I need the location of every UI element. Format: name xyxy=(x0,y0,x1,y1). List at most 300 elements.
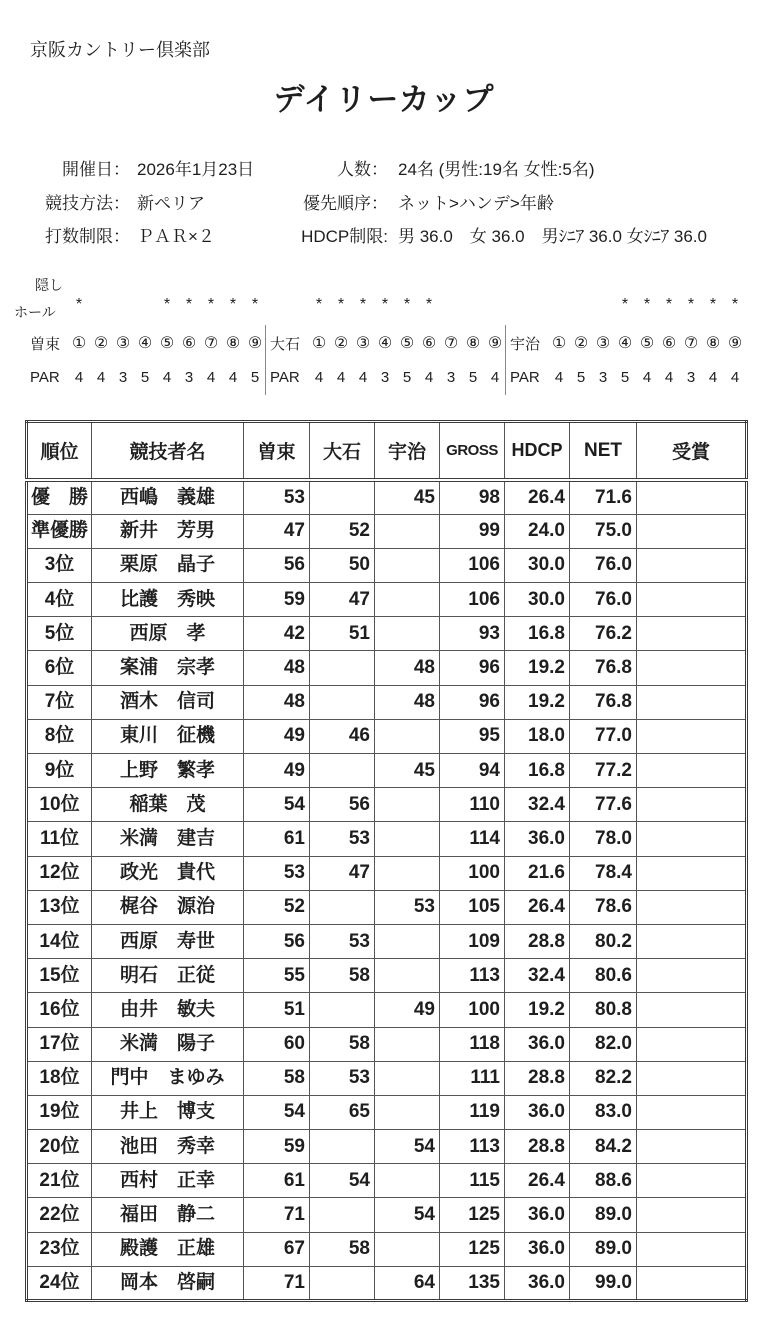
result-row xyxy=(27,548,747,582)
award-cell xyxy=(637,1095,747,1129)
course2-score-cell: 58 xyxy=(310,959,375,993)
course3-score-cell: 53 xyxy=(375,890,440,924)
rank-header: 順位 xyxy=(27,422,92,481)
player-name-cell: 西嶋 義雄 xyxy=(92,480,244,514)
course3-score-cell: 48 xyxy=(375,651,440,685)
rank-cell: 9位 xyxy=(27,754,92,788)
course2-score-cell xyxy=(310,1198,375,1232)
result-row xyxy=(27,924,747,958)
hole-number: ⑥ xyxy=(421,335,437,352)
award-cell xyxy=(637,822,747,856)
net-cell: 76.0 xyxy=(570,583,637,617)
course1-header: 曽束 xyxy=(244,422,310,481)
course2-score-cell xyxy=(310,890,375,924)
course2-score-cell xyxy=(310,685,375,719)
result-row xyxy=(27,1232,747,1266)
gross-cell: 118 xyxy=(440,1027,505,1061)
par-value: 4 xyxy=(96,368,106,386)
net-cell: 99.0 xyxy=(570,1266,637,1300)
gross-header: GROSS xyxy=(440,422,505,481)
rank-cell: 準優勝 xyxy=(27,514,92,548)
hidden-hole-mark: * xyxy=(403,296,411,313)
club-name: 京阪カントリー倶楽部 xyxy=(30,40,210,60)
rank-cell: 3位 xyxy=(27,548,92,582)
hole-number-row xyxy=(508,332,746,354)
award-header: 受賞 xyxy=(637,422,747,481)
award-cell xyxy=(637,1027,747,1061)
gross-cell: 100 xyxy=(440,856,505,890)
course2-score-cell: 53 xyxy=(310,924,375,958)
gross-cell: 119 xyxy=(440,1095,505,1129)
award-cell xyxy=(637,685,747,719)
hole-number: ④ xyxy=(377,335,393,352)
net-cell: 76.8 xyxy=(570,651,637,685)
gross-cell: 125 xyxy=(440,1198,505,1232)
stroke-limit: ＰＡＲ×２ xyxy=(137,227,215,246)
course1-score-cell: 61 xyxy=(244,822,310,856)
course3-score-cell xyxy=(375,719,440,753)
course3-score-cell xyxy=(375,583,440,617)
par-value: 4 xyxy=(162,368,172,386)
course2-score-cell: 56 xyxy=(310,788,375,822)
hidden-hole-row xyxy=(508,296,746,314)
award-cell xyxy=(637,754,747,788)
course3-score-cell: 45 xyxy=(375,480,440,514)
course2-score-cell xyxy=(310,480,375,514)
player-name-cell: 酒木 信司 xyxy=(92,685,244,719)
player-count-label: 人数： xyxy=(337,160,388,179)
gross-cell: 125 xyxy=(440,1232,505,1266)
net-cell: 75.0 xyxy=(570,514,637,548)
hole-number: ⑦ xyxy=(443,335,459,352)
award-cell xyxy=(637,1061,747,1095)
course1-score-cell: 48 xyxy=(244,685,310,719)
gross-cell: 106 xyxy=(440,548,505,582)
gross-cell: 106 xyxy=(440,583,505,617)
hidden-hole-mark: * xyxy=(251,296,259,313)
course1-score-cell: 61 xyxy=(244,1164,310,1198)
rank-cell: 10位 xyxy=(27,788,92,822)
course3-score-cell xyxy=(375,822,440,856)
award-cell xyxy=(637,480,747,514)
hidden-hole-mark: * xyxy=(731,296,739,313)
gross-cell: 114 xyxy=(440,822,505,856)
rank-cell: 11位 xyxy=(27,822,92,856)
player-name-cell: 殿護 正雄 xyxy=(92,1232,244,1266)
rank-cell: 20位 xyxy=(27,1130,92,1164)
hidden-hole-mark: * xyxy=(359,296,367,313)
result-row xyxy=(27,719,747,753)
par-value: 4 xyxy=(358,368,368,386)
par-value: 5 xyxy=(620,368,630,386)
result-row xyxy=(27,617,747,651)
rank-cell: 7位 xyxy=(27,685,92,719)
rank-cell: 4位 xyxy=(27,583,92,617)
competition-method: 新ペリア xyxy=(137,194,205,213)
player-name-cell: 岡本 啓嗣 xyxy=(92,1266,244,1300)
course3-score-cell xyxy=(375,924,440,958)
course1-score-cell: 49 xyxy=(244,719,310,753)
rank-cell: 15位 xyxy=(27,959,92,993)
hdcp-cell: 36.0 xyxy=(505,1232,570,1266)
net-cell: 88.6 xyxy=(570,1164,637,1198)
result-row xyxy=(27,1130,747,1164)
course3-score-cell xyxy=(375,1232,440,1266)
hole-number: ⑨ xyxy=(247,335,263,352)
hdcp-cell: 28.8 xyxy=(505,1061,570,1095)
rank-cell: 23位 xyxy=(27,1232,92,1266)
course2-score-cell: 50 xyxy=(310,548,375,582)
player-name-cell: 政光 貴代 xyxy=(92,856,244,890)
net-cell: 78.0 xyxy=(570,822,637,856)
net-cell: 80.6 xyxy=(570,959,637,993)
result-row xyxy=(27,685,747,719)
player-count: 24名 (男性:19名 女性:5名) xyxy=(398,160,595,179)
hole-number: ⑧ xyxy=(705,335,721,352)
hidden-hole-mark: * xyxy=(687,296,695,313)
par-value: 4 xyxy=(554,368,564,386)
course2-score-cell xyxy=(310,1266,375,1300)
award-cell xyxy=(637,583,747,617)
rank-cell: 6位 xyxy=(27,651,92,685)
hdcp-cell: 16.8 xyxy=(505,617,570,651)
net-cell: 76.8 xyxy=(570,685,637,719)
par-row xyxy=(268,366,506,388)
hdcp-cell: 24.0 xyxy=(505,514,570,548)
course-name: 大石 xyxy=(270,335,301,353)
hole-number: ⑥ xyxy=(661,335,677,352)
hidden-hole-mark: * xyxy=(163,296,171,313)
course1-score-cell: 53 xyxy=(244,480,310,514)
course1-score-cell: 47 xyxy=(244,514,310,548)
net-cell: 76.2 xyxy=(570,617,637,651)
hole-number: ② xyxy=(333,335,349,352)
course2-score-cell xyxy=(310,651,375,685)
hidden-hole-mark: * xyxy=(643,296,651,313)
player-name-cell: 米満 陽子 xyxy=(92,1027,244,1061)
course1-score-cell: 58 xyxy=(244,1061,310,1095)
course2-score-cell: 53 xyxy=(310,822,375,856)
par-value: 4 xyxy=(642,368,652,386)
player-name-cell: 稲葉 茂 xyxy=(92,788,244,822)
hole-number: ⑧ xyxy=(465,335,481,352)
hole-number: ⑧ xyxy=(225,335,241,352)
results-header-row xyxy=(27,422,747,481)
par-value: 3 xyxy=(686,368,696,386)
gross-cell: 93 xyxy=(440,617,505,651)
course3-score-cell xyxy=(375,514,440,548)
course1-score-cell: 71 xyxy=(244,1198,310,1232)
course3-score-cell xyxy=(375,1027,440,1061)
hidden-hole-mark: * xyxy=(665,296,673,313)
stroke-limit-label: 打数制限： xyxy=(45,227,130,246)
award-cell xyxy=(637,1232,747,1266)
par-value: 5 xyxy=(140,368,150,386)
hdcp-cell: 36.0 xyxy=(505,1095,570,1129)
par-value: 5 xyxy=(576,368,586,386)
net-cell: 71.6 xyxy=(570,480,637,514)
course3-score-cell: 45 xyxy=(375,754,440,788)
net-cell: 78.4 xyxy=(570,856,637,890)
course3-score-cell xyxy=(375,788,440,822)
gross-cell: 100 xyxy=(440,993,505,1027)
gross-cell: 113 xyxy=(440,959,505,993)
result-row xyxy=(27,788,747,822)
award-cell xyxy=(637,1164,747,1198)
result-row xyxy=(27,583,747,617)
player-name-cell: 西原 寿世 xyxy=(92,924,244,958)
hdcp-cell: 26.4 xyxy=(505,1164,570,1198)
award-cell xyxy=(637,788,747,822)
award-cell xyxy=(637,890,747,924)
net-cell: 83.0 xyxy=(570,1095,637,1129)
player-name-cell: 比護 秀映 xyxy=(92,583,244,617)
par-value: 4 xyxy=(228,368,238,386)
hole-number: ② xyxy=(93,335,109,352)
course2-score-cell: 46 xyxy=(310,719,375,753)
gross-cell: 135 xyxy=(440,1266,505,1300)
course1-score-cell: 49 xyxy=(244,754,310,788)
rank-cell: 18位 xyxy=(27,1061,92,1095)
course2-score-cell: 47 xyxy=(310,856,375,890)
player-name-cell: 門中 まゆみ xyxy=(92,1061,244,1095)
award-cell xyxy=(637,514,747,548)
net-cell: 78.6 xyxy=(570,890,637,924)
hole-number: ⑨ xyxy=(727,335,743,352)
hole-number: ① xyxy=(551,335,567,352)
hidden-hole-row xyxy=(28,296,266,314)
gross-cell: 99 xyxy=(440,514,505,548)
result-row xyxy=(27,1266,747,1300)
rank-cell: 5位 xyxy=(27,617,92,651)
course3-header: 宇治 xyxy=(375,422,440,481)
result-row xyxy=(27,480,747,514)
hidden-hole-mark: * xyxy=(229,296,237,313)
net-cell: 89.0 xyxy=(570,1198,637,1232)
net-cell: 80.8 xyxy=(570,993,637,1027)
award-cell xyxy=(637,993,747,1027)
course2-score-cell xyxy=(310,1130,375,1164)
par-value: 4 xyxy=(206,368,216,386)
net-cell: 82.2 xyxy=(570,1061,637,1095)
hole-number: ① xyxy=(311,335,327,352)
gross-cell: 95 xyxy=(440,719,505,753)
hdcp-cell: 26.4 xyxy=(505,890,570,924)
par-value: 4 xyxy=(490,368,500,386)
course2-score-cell: 54 xyxy=(310,1164,375,1198)
hole-number: ⑦ xyxy=(203,335,219,352)
player-name-header: 競技者名 xyxy=(92,422,244,481)
player-name-cell: 明石 正従 xyxy=(92,959,244,993)
gross-cell: 111 xyxy=(440,1061,505,1095)
rank-cell: 24位 xyxy=(27,1266,92,1300)
hole-number-row xyxy=(28,332,266,354)
hole-number: ⑤ xyxy=(159,335,175,352)
hole-number: ⑦ xyxy=(683,335,699,352)
net-cell: 84.2 xyxy=(570,1130,637,1164)
course2-score-cell xyxy=(310,754,375,788)
par-label: PAR xyxy=(270,368,300,386)
course3-score-cell: 54 xyxy=(375,1130,440,1164)
hdcp-cell: 16.8 xyxy=(505,754,570,788)
course1-score-cell: 71 xyxy=(244,1266,310,1300)
course3-score-cell xyxy=(375,617,440,651)
course2-header: 大石 xyxy=(310,422,375,481)
hidden-hole-mark: * xyxy=(315,296,323,313)
hidden-hole-mark: * xyxy=(425,296,433,313)
course2-score-cell: 58 xyxy=(310,1027,375,1061)
player-name-cell: 栗原 晶子 xyxy=(92,548,244,582)
net-cell: 89.0 xyxy=(570,1232,637,1266)
course-name: 曽束 xyxy=(30,335,61,353)
course1-score-cell: 56 xyxy=(244,924,310,958)
date-label: 開催日： xyxy=(62,160,130,179)
par-value: 4 xyxy=(708,368,718,386)
result-row xyxy=(27,993,747,1027)
hdcp-cell: 36.0 xyxy=(505,822,570,856)
gross-cell: 96 xyxy=(440,651,505,685)
course-block xyxy=(28,296,268,391)
par-value: 4 xyxy=(664,368,674,386)
player-name-cell: 井上 博支 xyxy=(92,1095,244,1129)
page-title: デイリーカップ xyxy=(273,82,495,117)
hole-number: ⑤ xyxy=(399,335,415,352)
par-value: 4 xyxy=(424,368,434,386)
result-row xyxy=(27,890,747,924)
hdcp-cell: 18.0 xyxy=(505,719,570,753)
player-name-cell: 由井 敏夫 xyxy=(92,993,244,1027)
hole-number: ⑤ xyxy=(639,335,655,352)
hole-number: ② xyxy=(573,335,589,352)
hdcp-cell: 21.6 xyxy=(505,856,570,890)
hidden-hole-mark: * xyxy=(621,296,629,313)
award-cell xyxy=(637,1198,747,1232)
course1-score-cell: 52 xyxy=(244,890,310,924)
rank-cell: 19位 xyxy=(27,1095,92,1129)
hdcp-cell: 36.0 xyxy=(505,1198,570,1232)
course2-score-cell xyxy=(310,993,375,1027)
player-name-cell: 福田 静二 xyxy=(92,1198,244,1232)
result-row xyxy=(27,822,747,856)
rank-cell: 16位 xyxy=(27,993,92,1027)
par-label: PAR xyxy=(510,368,540,386)
hidden-hole-mark: * xyxy=(337,296,345,313)
player-name-cell: 米満 建吉 xyxy=(92,822,244,856)
hidden-hole-mark: * xyxy=(207,296,215,313)
hole-number: ④ xyxy=(617,335,633,352)
net-cell: 82.0 xyxy=(570,1027,637,1061)
rank-cell: 13位 xyxy=(27,890,92,924)
player-name-cell: 梶谷 源治 xyxy=(92,890,244,924)
hidden-hole-row xyxy=(268,296,506,314)
course2-score-cell: 53 xyxy=(310,1061,375,1095)
player-name-cell: 東川 征機 xyxy=(92,719,244,753)
par-value: 3 xyxy=(118,368,128,386)
gross-cell: 113 xyxy=(440,1130,505,1164)
hole-number: ① xyxy=(71,335,87,352)
award-cell xyxy=(637,617,747,651)
result-row xyxy=(27,1061,747,1095)
course-divider xyxy=(265,325,266,395)
net-cell: 77.6 xyxy=(570,788,637,822)
hidden-hole-mark: * xyxy=(75,296,83,313)
gross-cell: 110 xyxy=(440,788,505,822)
course3-score-cell xyxy=(375,548,440,582)
par-value: 4 xyxy=(336,368,346,386)
hidden-hole-mark: * xyxy=(185,296,193,313)
hdcp-cell: 32.4 xyxy=(505,788,570,822)
par-value: 4 xyxy=(74,368,84,386)
par-value: 3 xyxy=(380,368,390,386)
player-name-cell: 西原 孝 xyxy=(92,617,244,651)
award-cell xyxy=(637,856,747,890)
hdcp-cell: 30.0 xyxy=(505,583,570,617)
hdcp-cell: 30.0 xyxy=(505,548,570,582)
gross-cell: 109 xyxy=(440,924,505,958)
rank-cell: 12位 xyxy=(27,856,92,890)
course-block xyxy=(268,296,508,391)
par-value: 5 xyxy=(402,368,412,386)
course2-score-cell: 51 xyxy=(310,617,375,651)
hdcp-cell: 36.0 xyxy=(505,1027,570,1061)
net-cell: 77.2 xyxy=(570,754,637,788)
result-row xyxy=(27,1164,747,1198)
course3-score-cell xyxy=(375,1164,440,1198)
course3-score-cell xyxy=(375,1095,440,1129)
player-name-cell: 西村 正幸 xyxy=(92,1164,244,1198)
player-name-cell: 池田 秀幸 xyxy=(92,1130,244,1164)
award-cell xyxy=(637,959,747,993)
course-divider xyxy=(505,325,506,395)
player-name-cell: 案浦 宗孝 xyxy=(92,651,244,685)
hdcp-cell: 19.2 xyxy=(505,651,570,685)
course1-score-cell: 60 xyxy=(244,1027,310,1061)
course1-score-cell: 48 xyxy=(244,651,310,685)
gross-cell: 94 xyxy=(440,754,505,788)
course2-score-cell: 65 xyxy=(310,1095,375,1129)
rank-cell: 22位 xyxy=(27,1198,92,1232)
par-value: 5 xyxy=(250,368,260,386)
hidden-hole-mark: * xyxy=(381,296,389,313)
course1-score-cell: 59 xyxy=(244,583,310,617)
result-row xyxy=(27,959,747,993)
gross-cell: 115 xyxy=(440,1164,505,1198)
results-table xyxy=(25,420,748,1302)
course1-score-cell: 55 xyxy=(244,959,310,993)
hidden-hole-label-line2: ホール xyxy=(14,304,56,320)
par-value: 3 xyxy=(184,368,194,386)
course3-score-cell: 64 xyxy=(375,1266,440,1300)
player-name-cell: 新井 芳男 xyxy=(92,514,244,548)
par-row xyxy=(28,366,266,388)
course1-score-cell: 42 xyxy=(244,617,310,651)
hdcp-cell: 19.2 xyxy=(505,993,570,1027)
award-cell xyxy=(637,651,747,685)
net-cell: 77.0 xyxy=(570,719,637,753)
course2-score-cell: 52 xyxy=(310,514,375,548)
rank-cell: 8位 xyxy=(27,719,92,753)
course1-score-cell: 51 xyxy=(244,993,310,1027)
hdcp-cell: 19.2 xyxy=(505,685,570,719)
course1-score-cell: 56 xyxy=(244,548,310,582)
gross-cell: 96 xyxy=(440,685,505,719)
hdcp-cell: 36.0 xyxy=(505,1266,570,1300)
award-cell xyxy=(637,548,747,582)
course1-score-cell: 59 xyxy=(244,1130,310,1164)
hidden-hole-label-line1: 隠し xyxy=(35,277,63,293)
gross-cell: 105 xyxy=(440,890,505,924)
result-row xyxy=(27,1027,747,1061)
